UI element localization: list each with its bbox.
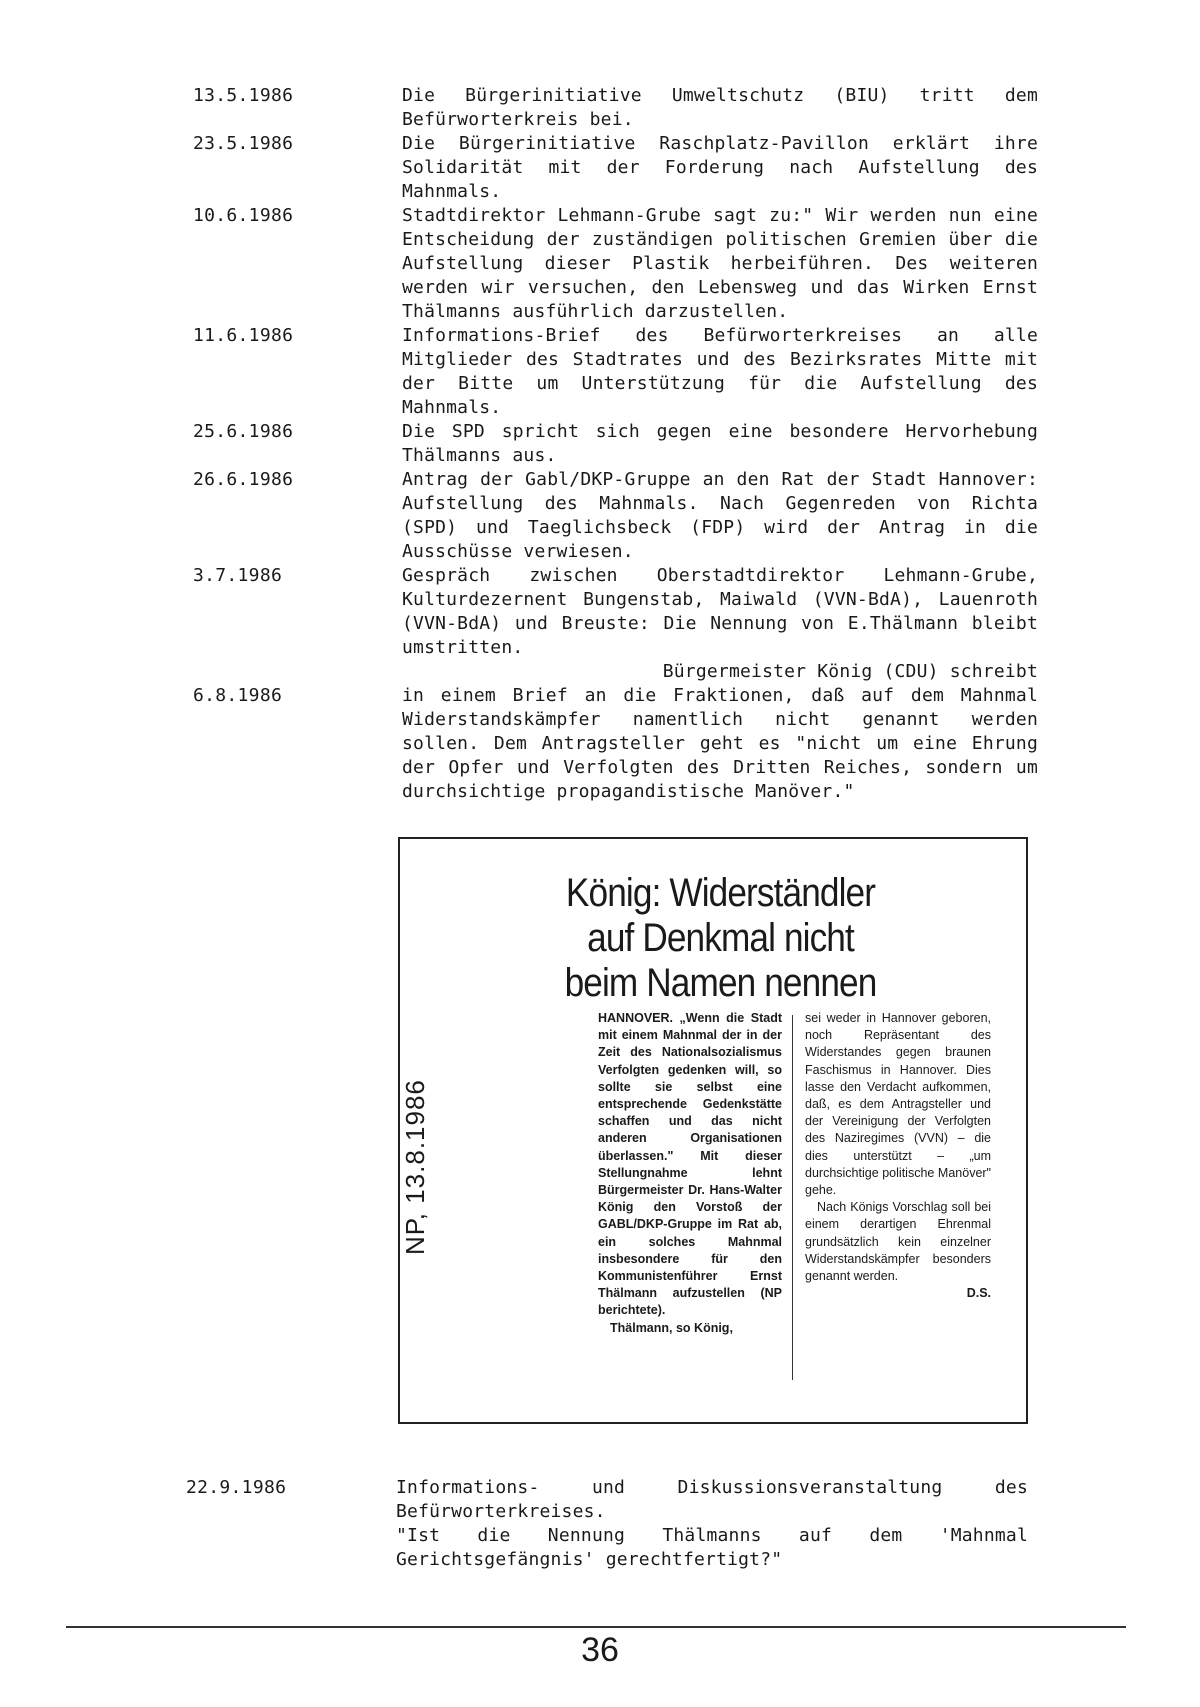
entry-date: 10.6.1986 (193, 205, 294, 226)
entry-date: 25.6.1986 (193, 421, 294, 442)
entry-date: 6.8.1986 (193, 685, 283, 706)
clipping-paragraph: Thälmann, so König, (610, 1320, 733, 1335)
clipping-byline: D.S. (966, 1286, 991, 1301)
entry-date: 26.6.1986 (193, 469, 294, 490)
clipping-paragraph: HANNOVER. „Wenn die Stadt mit einem Mahnmal der in der Zeit des Nationalsozialismus Verfolgten gedenken will, so sollte sie selbst eine entsprechende Gedenkstätte schaffen und das nicht anderen Organisationen überlassen." Mit dieser Stellungnahme lehnt Bürgermeister Dr. Hans-Walter König den Vorstoß der GABL/DKP-Gruppe im Rat ab, ein solches Mahnmal insbesondere für den Kommunistenführer Ernst Thälmann aufzustellen (NP berichtete). (598, 1011, 782, 1318)
entry-text: Informations-Brief des Befürworterkreises an alle Mitglieder des Stadtrates und des Bezirksrates Mitte mit der Bitte um Unterstützung für die Aufstellung des Mahnmals. (402, 325, 1038, 418)
entry-date: 13.5.1986 (193, 85, 294, 106)
entry-quote: "Ist die Nennung Thälmanns auf dem 'Mahnmal Gerichtsgefängnis' gerechtfertigt?" (396, 1525, 1028, 1570)
page-number: 36 (581, 1631, 619, 1669)
entry-text: Informations- und Diskussionsveranstaltung des Befürworterkreises. (396, 1477, 1028, 1522)
newspaper-clipping (398, 837, 1028, 1424)
headline-line: König: Widerständler (565, 871, 876, 915)
entry-text: Die Bürgerinitiative Raschplatz-Pavillon erklärt ihre Solidarität mit der Forderung nach Aufstellung des Mahnmals. (402, 133, 1038, 202)
entry-date: 3.7.1986 (193, 565, 283, 586)
clipping-paragraph: sei weder in Hannover geboren, noch Repräsentant des Widerstandes gegen braunen Faschismus in Hannover. Dies lasse den Verdacht aufkommen, daß, es dem Antragsteller und der Vereinigung der Verfolgten des Naziregimes (VVN) – die dies unterstützt – „um durchsichtige politische Manöver" gehe. (805, 1011, 991, 1198)
entry-text: in einem Brief an die Fraktionen, daß auf dem Mahnmal Widerstandskämpfer namentlich nicht genannt werden sollen. Dem Antragsteller geht es "nicht um eine Ehrung der Opfer und Verfolgten des Dritten Reiches, sondern um durchsichtige propagandistische Manöver." (402, 685, 1038, 802)
entry-text: Stadtdirektor Lehmann-Grube sagt zu:" Wir werden nun eine Entscheidung der zuständigen politischen Gremien über die Aufstellung dieser Plastik herbeiführen. Des weiteren werden wir versuchen, den Lebensweg und das Wirken Ernst Thälmanns ausführlich darzustellen. (402, 205, 1038, 322)
entry-text: Die Bürgerinitiative Umweltschutz (BIU) tritt dem Befürworterkreis bei. (402, 85, 1038, 130)
headline-line: beim Namen nennen (564, 961, 877, 1005)
clipping-column-left (598, 1010, 782, 1337)
entry-text: Die SPD spricht sich gegen eine besondere Hervorhebung Thälmanns aus. (402, 421, 1038, 466)
clipping-headline (445, 871, 996, 1006)
date-stamp: NP, 13.8.1986 (400, 1079, 430, 1255)
entry-date: 22.9.1986 (186, 1477, 287, 1498)
entry-text: Antrag der Gabl/DKP-Gruppe an den Rat der Stadt Hannover: Aufstellung des Mahnmals. Nach Gegenreden von Richta (SPD) und Taeglichsbeck (FDP) wird der Antrag in die Ausschüsse verwiesen. (402, 469, 1038, 562)
entry-text-first-line: Bürgermeister König (CDU) schreibt (662, 661, 1038, 682)
clipping-paragraph: Nach Königs Vorschlag soll bei einem derartigen Ehrenmal grundsätzlich kein einzelner Widerstandskämpfer besonders genannt werden. (805, 1200, 991, 1284)
clipping-column-right (805, 1010, 991, 1302)
column-divider (792, 1015, 793, 1380)
entry-date: 11.6.1986 (193, 325, 294, 346)
entry-date: 23.5.1986 (193, 133, 294, 154)
entry-text: Gespräch zwischen Oberstadtdirektor Lehmann-Grube, Kulturdezernent Bungenstab, Maiwald (VVN-BdA), Lauenroth (VVN-BdA) und Breuste: Die Nennung von E.Thälmann bleibt umstritten. (402, 565, 1038, 658)
headline-line: auf Denkmal nicht (587, 916, 854, 960)
